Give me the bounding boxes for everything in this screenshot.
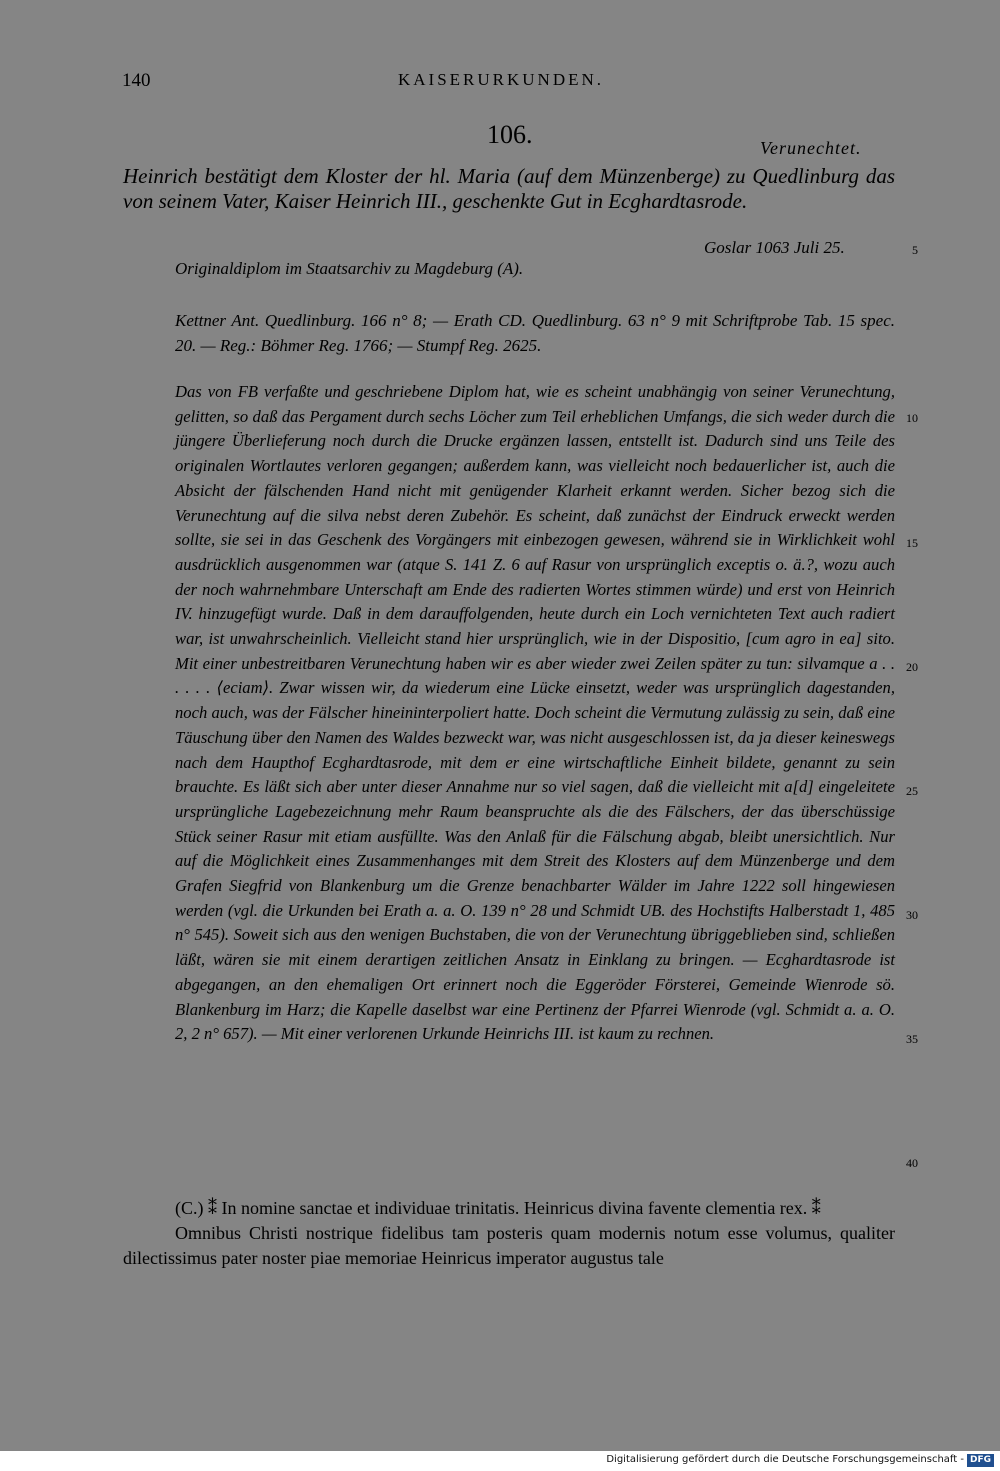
- bibliography: Kettner Ant. Quedlinburg. 166 n° 8; — Erath CD. Quedlinburg. 63 n° 9 mit Schriftprobe Tab. 15 spec. 20. — Reg.: Böhmer Reg. 1766; — Stumpf Reg. 2625.: [175, 311, 895, 355]
- running-head: KAISERURKUNDEN.: [398, 70, 605, 89]
- diploma-text-line: (C.) ⁑ In nomine sanctae et individuae trinitatis. Heinricus divina favente clementia rex. ⁑: [175, 1198, 821, 1218]
- line-number: 20: [906, 660, 918, 674]
- diploma-text-line: Omnibus Christi nostrique fidelibus tam posteris quam modernis notum esse volumus, qualiter dilectissimus pater noster piae memoriae Heinricus imperator augustus tale: [123, 1223, 895, 1268]
- footer-bar: [0, 1451, 1000, 1471]
- line-number: 15: [906, 536, 918, 550]
- document-summary: Heinrich bestätigt dem Kloster der hl. Maria (auf dem Münzenberge) zu Quedlinburg das von seinem Vater, Kaiser Heinrich III., geschenkte Gut in Ecghardtasrode.: [123, 164, 895, 213]
- line-number: 10: [906, 411, 918, 425]
- line-number: 25: [906, 784, 918, 798]
- line-number: 35: [906, 1032, 918, 1046]
- tradition-note: Originaldiplom im Staatsarchiv zu Magdeburg (A).: [175, 259, 524, 278]
- date-place: Goslar 1063 Juli 25.: [704, 238, 845, 257]
- page-number: 140: [122, 70, 151, 91]
- dfg-logo: DFG: [967, 1454, 994, 1467]
- document-number: 106.: [487, 120, 533, 149]
- footer-credit: Digitalisierung gefördert durch die Deutsche Forschungsgemeinschaft -: [606, 1454, 964, 1465]
- diploma-text: [123, 1196, 895, 1271]
- line-number: 5: [912, 243, 918, 257]
- line-number: 40: [906, 1156, 918, 1170]
- line-number: 30: [906, 908, 918, 922]
- commentary: Das von FB verfaßte und geschriebene Diplom hat, wie es scheint unabhängig von seiner Verunechtung, gelitten, so daß das Pergament durch sechs Löcher zum Teil erheblichen Umfangs, die sich weder durch die jüngere Überlieferung noch durch die Drucke ergänzen lassen, entstellt ist. Dadurch sind uns Teile des originalen Wortlautes verloren gegangen; außerdem kann, was vielleicht noch bedauerlicher ist, auch die Absicht der fälschenden Hand nicht mit genügender Klarheit erkannt werden. Sicher bezog sich die Verunechtung auf die silva nebst deren Zubehör. Es scheint, daß zunächst der Eindruck erweckt werden sollte, sie sei in das Geschenk des Vorgängers mit einbezogen gewesen, während sie in Wirklichkeit wohl ausdrücklich ausgenommen war (atque S. 141 Z. 6 auf Rasur von ursprünglich exceptis o. ä.?, wozu auch der noch wahrnehmbare Unterschaft am Ende des radierten Wortes stimmen würde) und erst von Heinrich IV. hinzugefügt wurde. Daß in dem darauffolgenden, heute durch ein Loch vernichteten Text auch radiert war, ist unwahrscheinlich. Vielleicht stand hier ursprünglich, wie in der Dispositio, [cum agro in ea] sito. Mit einer unbestreitbaren Verunechtung haben wir es aber wieder zwei Zeilen später zu tun: silvamque a . . . . . . ⟨eciam⟩. Zwar wissen wir, da wiederum eine Lücke einsetzt, weder was ursprünglich dagestanden, noch auch, was der Fälscher hineininterpoliert hatte. Doch scheint die Vermutung zulässig zu sein, daß eine Täuschung über den Namen des Waldes bezweckt war, was nicht ausgeschlossen ist, da ja dieser keineswegs nach dem Haupthof Ecghardtasrode, mit dem er eine wirtschaftliche Einheit bildete, genannt zu sein brauchte. Es läßt sich aber unter dieser Annahme nur so viel sagen, daß die vielleicht mit a[d] eingeleitete ursprüngliche Lagebezeichnung mehr Raum beanspruchte als die des Fälschers, der das überschüssige Stück seiner Rasur mit etiam ausfüllte. Was den Anlaß für die Fälschung abgab, bleibt unersichtlich. Nur auf die Möglichkeit eines Zusammenhanges mit dem Streit des Klosters auf dem Münzenberge und dem Grafen Siegfrid von Blankenburg um die Grenze benachbarter Wälder im Jahre 1222 soll hingewiesen werden (vgl. die Urkunden bei Erath a. a. O. 139 n° 28 und Schmidt UB. des Hochstifts Halberstadt 1, 485 n° 545). Soweit sich aus den wenigen Buchstaben, die von der Verunechtung übriggeblieben sind, schließen läßt, wären sie mit einem derartigen zeitlichen Ansatz in Einklang zu bringen. — Ecghardtasrode ist abgegangen, an den ehemaligen Ort erinnert noch die Eggeröder Försterei, Gemeinde Wienrode sö. Blankenburg im Harz; die Kapelle daselbst war eine Pertinenz der Pfarrei Wienrode (vgl. Schmidt a. a. O. 2, 2 n° 657). — Mit einer verlorenen Urkunde Heinrichs III. ist kaum zu rechnen.: [175, 382, 895, 1044]
- document-status: Verunechtet.: [760, 138, 862, 158]
